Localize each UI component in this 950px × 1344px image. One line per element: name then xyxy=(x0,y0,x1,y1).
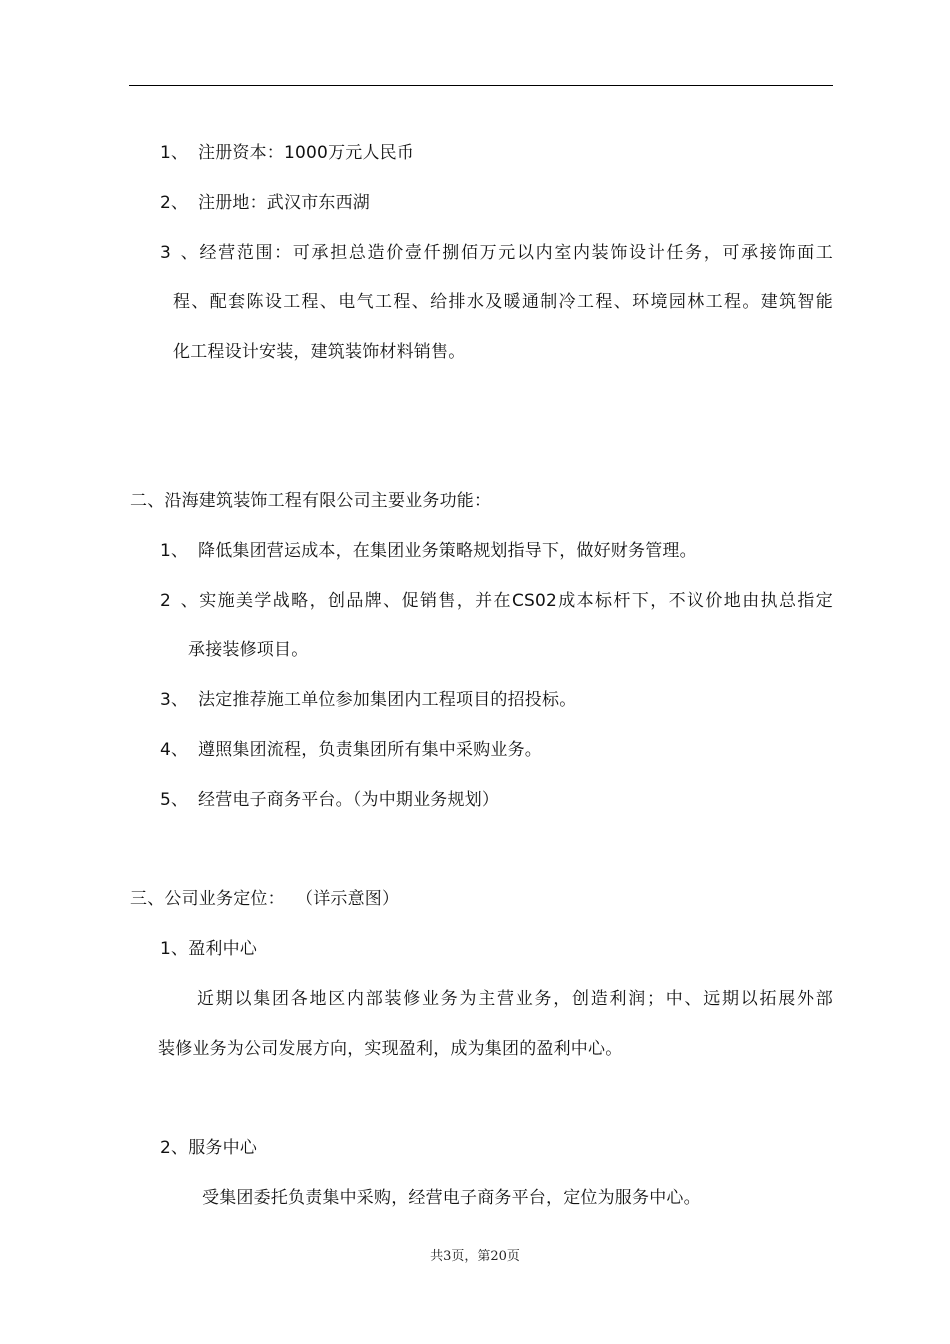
page-footer: 共3页，第20页 xyxy=(430,1249,520,1264)
s1-item-2-num: 2、 xyxy=(160,193,189,213)
s1-item-3-cont-2: 化工程设计安装，建筑装饰材料销售。 xyxy=(173,342,466,362)
s2-item-2-num: 2、 xyxy=(160,591,198,611)
s2-item-5 xyxy=(160,788,499,812)
s3-sub1-line-1: 近期以集团各地区内部装修业务为主营业务，创造利润；中、远期以拓展外部 xyxy=(197,989,833,1009)
s1-item-2-text: 注册地：武汉市东西湖 xyxy=(198,193,370,213)
s2-item-5-num: 5、 xyxy=(160,790,189,810)
s1-item-1-num: 1、 xyxy=(160,143,189,163)
s2-item-4-text: 遵照集团流程，负责集团所有集中采购业务。 xyxy=(198,740,542,760)
s2-item-2-cont: 承接装修项目。 xyxy=(188,640,309,660)
s2-item-1-text: 降低集团营运成本，在集团业务策略规划指导下，做好财务管理。 xyxy=(198,541,697,561)
s1-item-3-num: 3、 xyxy=(160,243,198,263)
s2-item-2-text: 实施美学战略，创品牌、促销售，并在CS02成本标杆下，不议价地由执总指定 xyxy=(198,591,833,611)
s3-sub1-line-2: 装修业务为公司发展方向，实现盈利，成为集团的盈利中心。 xyxy=(158,1039,623,1059)
s2-item-3 xyxy=(160,688,576,712)
header-rule xyxy=(129,85,833,86)
s3-heading: 三、公司业务定位： （详示意图） xyxy=(130,889,400,909)
s2-item-5-text: 经营电子商务平台。（为中期业务规划） xyxy=(198,790,500,810)
s1-item-1 xyxy=(160,141,414,165)
s2-heading: 二、沿海建筑装饰工程有限公司主要业务功能： xyxy=(130,491,492,511)
s2-item-3-text: 法定推荐施工单位参加集团内工程项目的招投标。 xyxy=(198,690,577,710)
s2-item-4 xyxy=(160,738,542,762)
s2-item-1-num: 1、 xyxy=(160,541,189,561)
s1-item-2 xyxy=(160,191,370,215)
s1-item-3 xyxy=(160,241,833,265)
s3-sub2-text: 受集团委托负责集中采购，经营电子商务平台，定位为服务中心。 xyxy=(202,1188,701,1208)
s2-item-4-num: 4、 xyxy=(160,740,189,760)
s3-sub2-title: 2、服务中心 xyxy=(160,1138,258,1158)
s2-item-3-num: 3、 xyxy=(160,690,189,710)
s1-item-3-cont-1: 程、配套陈设工程、电气工程、给排水及暖通制冷工程、环境园林工程。建筑智能 xyxy=(173,292,833,312)
s2-item-2 xyxy=(160,589,833,613)
s2-item-1 xyxy=(160,539,697,563)
s1-item-1-text: 注册资本：1000万元人民币 xyxy=(198,143,415,163)
s1-item-3-text: 经营范围：可承担总造价壹仟捌佰万元以内室内装饰设计任务，可承接饰面工 xyxy=(198,243,833,263)
s3-sub1-title: 1、盈利中心 xyxy=(160,939,258,959)
